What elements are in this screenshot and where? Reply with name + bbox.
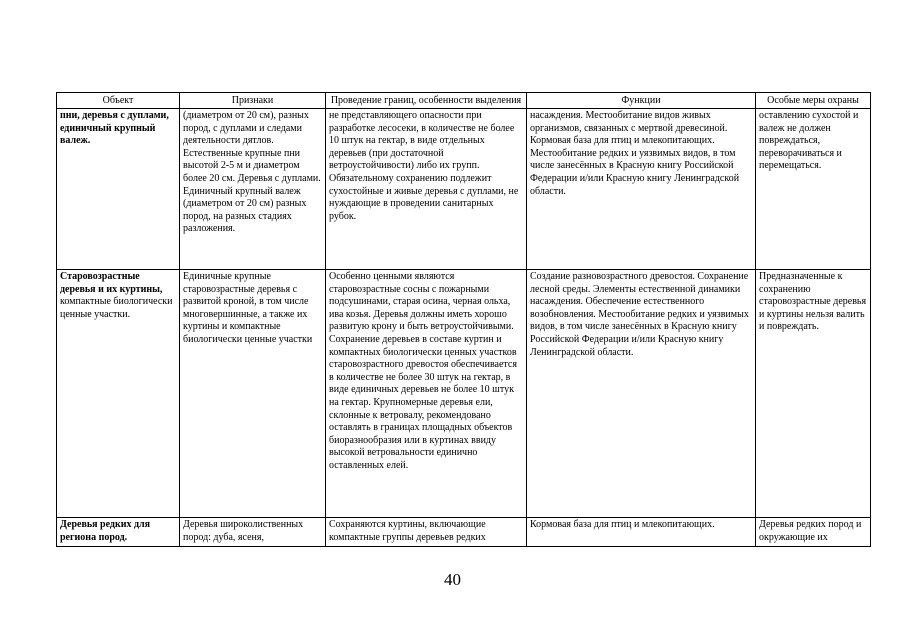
table-header-row xyxy=(57,93,871,109)
cell-measures: оставлению сухостой и валеж не должен повреждаться, переворачиваться и перемещаться. xyxy=(756,109,871,270)
cell-features: Единичные крупные старовозрастные деревья с развитой кроной, в том числе многовершинные, а также их куртины и компактные биологически ценные участки xyxy=(180,270,326,518)
cell-functions: Создание разновозрастного древостоя. Сохранение лесной среды. Элементы естественной динамики насаждения. Обеспечение естественного возобновления. Местообитание редких и уязвимых видов, в том числе занесённых в Красную книгу Российской Федерации и/или Красную книгу Ленинградской области. xyxy=(527,270,756,518)
table-row xyxy=(57,109,871,270)
borders-text: Сохраняются куртины, включающие компактные группы деревьев редких xyxy=(329,519,486,543)
cell-features: (диаметром от 20 см), разных пород, с дуплами и следами деятельности дятлов. Естественные крупные пни высотой 2-5 м и диаметром более 20 см. Деревья с дуплами. Единичный крупный валеж (диаметром от 20 см) разных пород, на разных стадиях разложения. xyxy=(180,109,326,270)
object-title: пни, деревья с дуплами, единичный крупный валеж. xyxy=(60,110,169,147)
header-functions: Функции xyxy=(527,93,756,109)
header-measures: Особые меры охраны xyxy=(756,93,871,109)
header-borders: Проведение границ, особенности выделения xyxy=(326,93,527,109)
cell-measures: Предназначенные к сохранению старовозрастные деревья и куртины нельзя валить и повреждать. xyxy=(756,270,871,518)
table-row xyxy=(57,270,871,518)
object-description: компактные биологически ценные участки. xyxy=(60,296,173,320)
protection-table xyxy=(56,92,871,547)
cell-functions: насаждения. Местообитание видов живых организмов, связанных с мертвой древесиной. Кормовая база для птиц и млекопитающих. Местообитание редких и уязвимых видов, в том числе занесённых в Красную книгу Российской Федерации и/или Красную книгу Ленинградской области. xyxy=(527,109,756,270)
measures-text: Деревья редких пород и окружающие их xyxy=(759,519,862,543)
header-object: Объект xyxy=(57,93,180,109)
header-features: Признаки xyxy=(180,93,326,109)
cell-features xyxy=(180,518,326,547)
page-number: 40 xyxy=(444,570,461,589)
cell-measures xyxy=(756,518,871,547)
cell-borders: не представляющего опасности при разработке лесосеки, в количестве не более 10 штук на гектар, в виде отдельных деревьев (при достаточной ветроустойчивости) либо их групп. Обязательному сохранению подлежит сухостойные и живые деревья с дуплами, не нуждающие в проведении санитарных рубок. xyxy=(326,109,527,270)
cell-object xyxy=(57,518,180,547)
cell-object xyxy=(57,109,180,270)
document-page xyxy=(56,92,870,547)
object-title: Старовозрастные деревья и их куртины, xyxy=(60,271,163,295)
table-row xyxy=(57,518,871,547)
cell-functions xyxy=(527,518,756,547)
cell-borders: Особенно ценными являются старовозрастные сосны с пожарными подсушинами, старая осина, черная ольха, ива козья. Деревья должны иметь хорошо развитую крону и быть ветроустойчивыми. Сохранение деревьев в составе куртин и компактных биологически ценных участков старовозрастного древостоя обеспечивается в количестве не более 30 штук на гектар, в виде единичных деревьев не более 10 штук на гектар. Крупномерные деревья ели, склонные к ветровалу, рекомендовано оставлять в границах площадных объектов биоразнообразия или в куртинах ввиду высокой ветровальности единично оставленных елей. xyxy=(326,270,527,518)
cell-object xyxy=(57,270,180,518)
features-text: Деревья широколиственных пород: дуба, ясеня, xyxy=(183,519,304,543)
object-title: Деревья редких для региона пород. xyxy=(60,519,151,543)
functions-text: Кормовая база для птиц и млекопитающих. xyxy=(530,519,715,530)
cell-borders xyxy=(326,518,527,547)
